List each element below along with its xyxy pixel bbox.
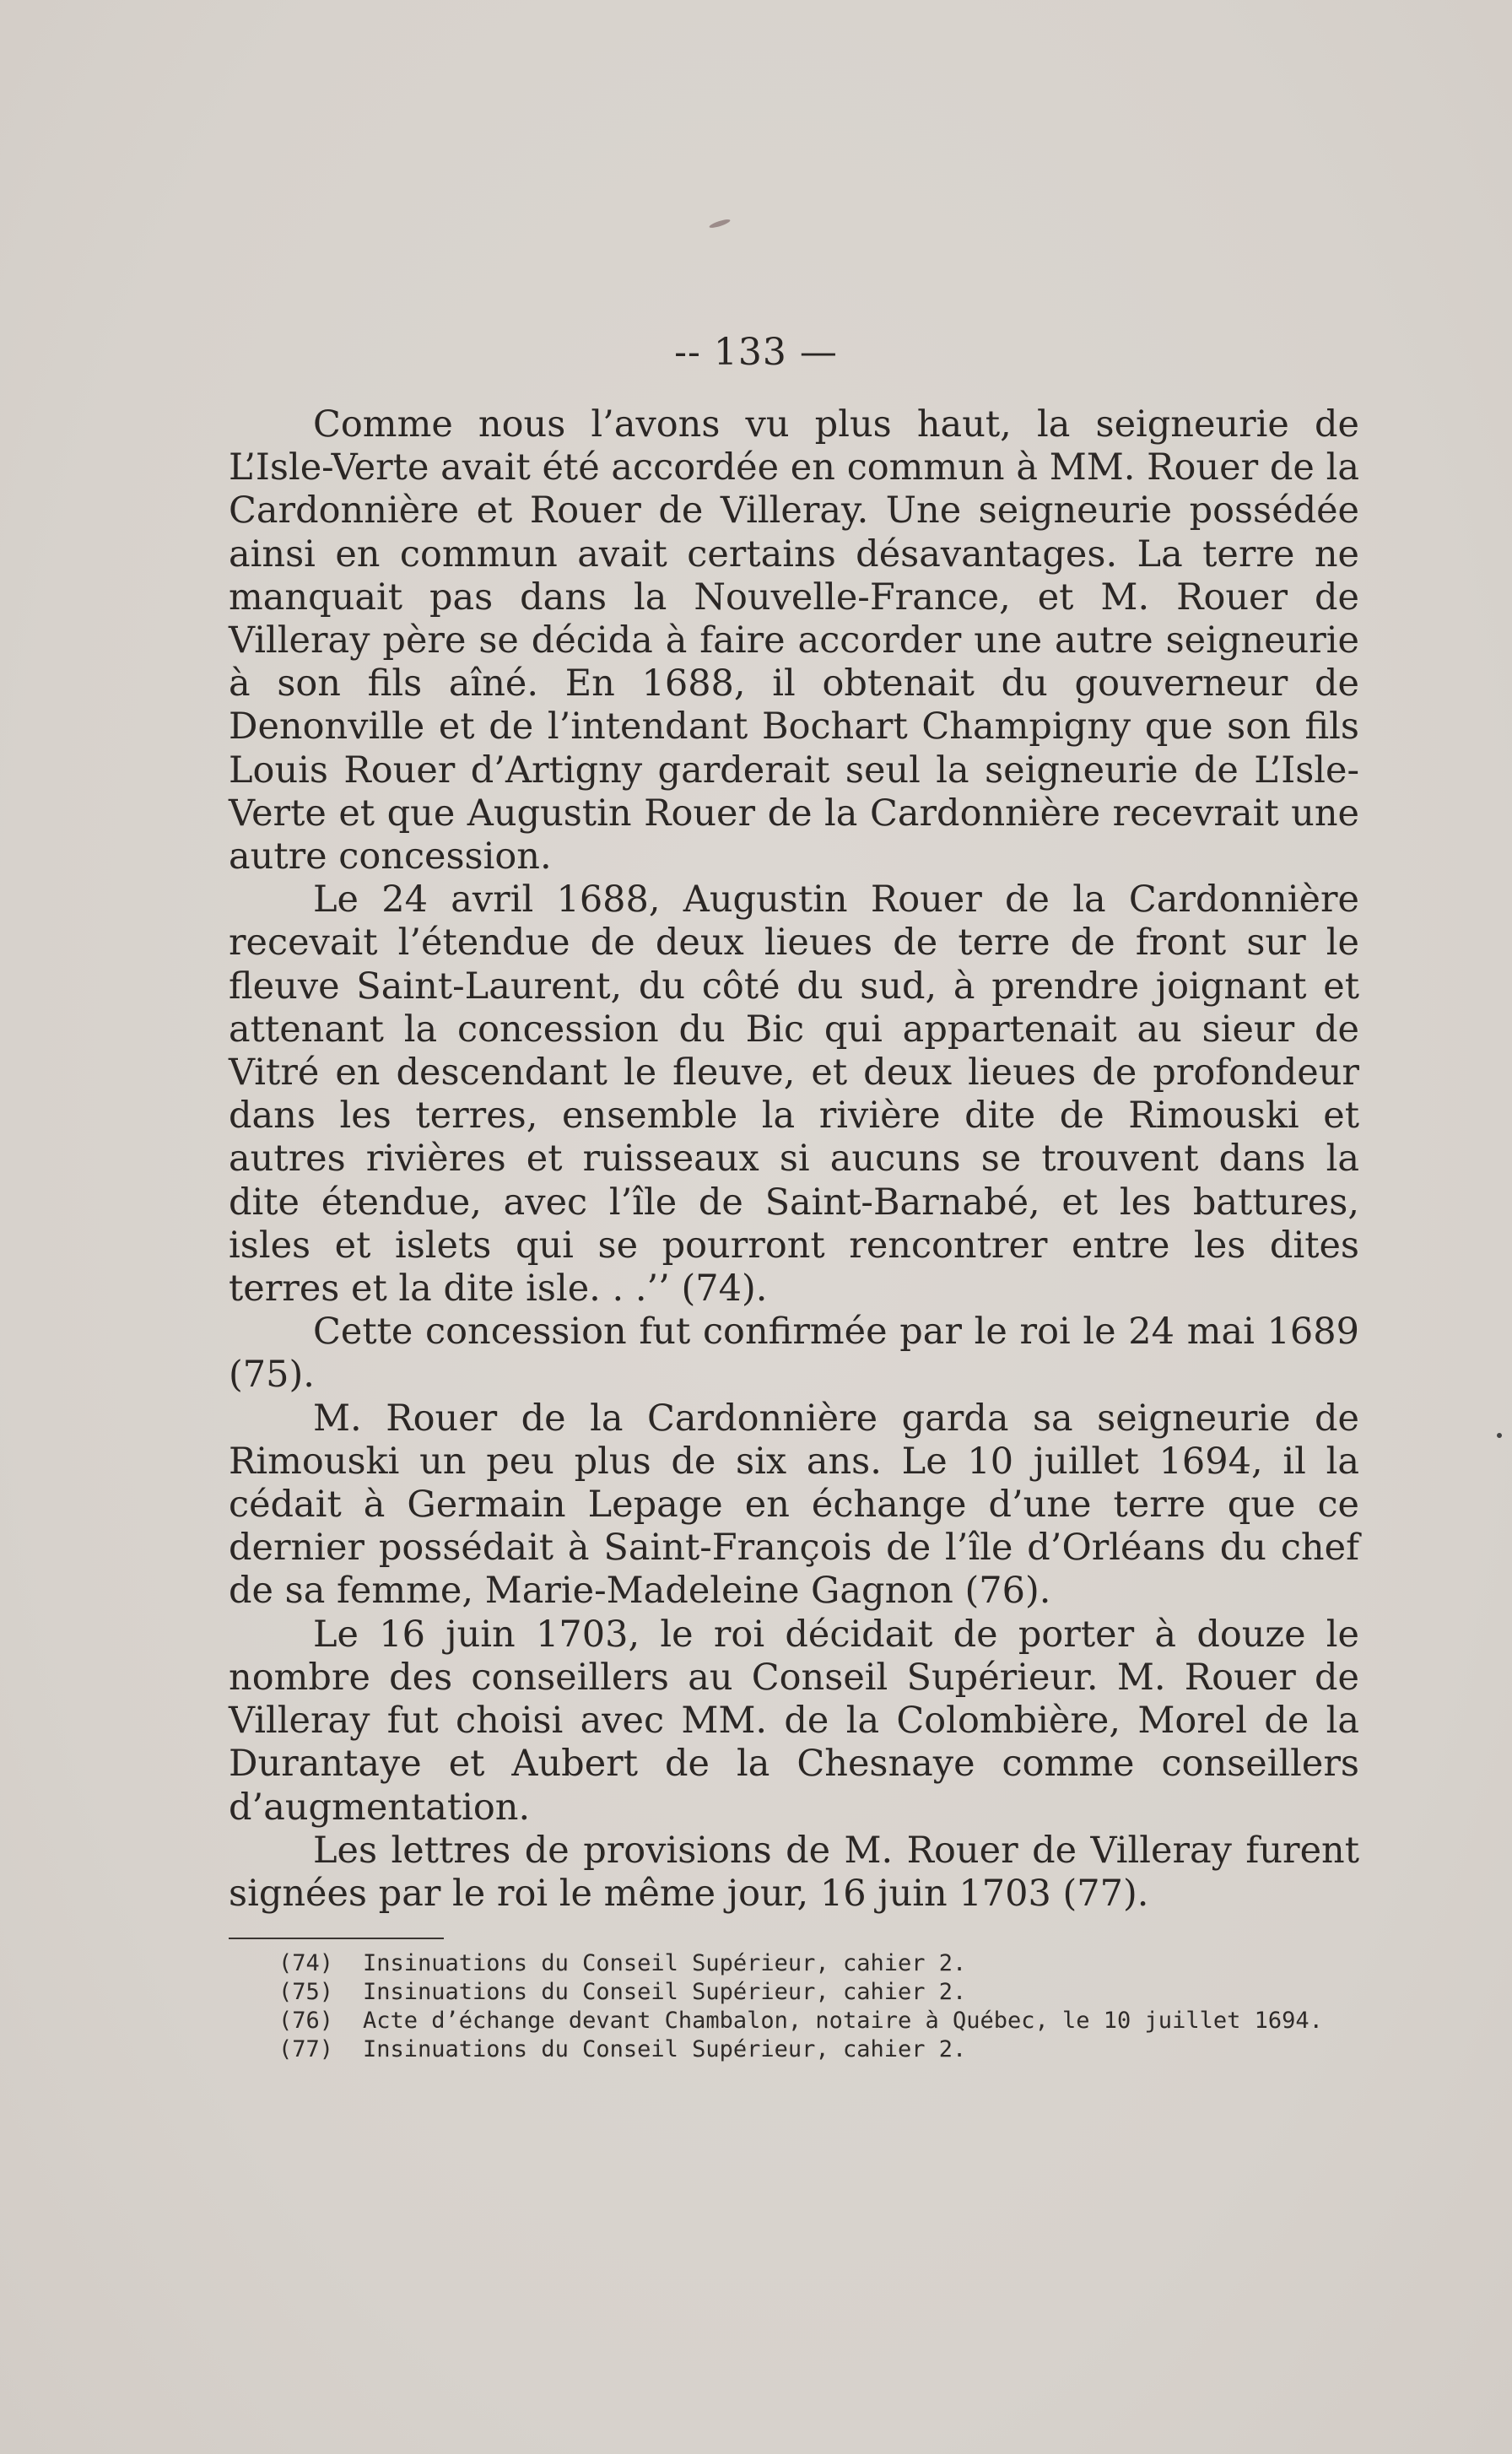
footnote-text: Insinuations du Conseil Supérieur, cahier 2. — [363, 1950, 967, 1976]
paragraph: Cette concession fut confirmée par le roi le 24 mai 1689 (75). — [229, 1311, 1359, 1397]
paper-speck — [709, 218, 732, 230]
paragraph: Le 16 juin 1703, le roi décidait de porter à douze le nombre des conseillers au Conseil Supérieur. M. Rouer de Villeray fut choisi avec MM. de la Colombière, Morel de la Durantaye et Aubert de la Chesnaye comme conseillers d’augmentation. — [229, 1613, 1359, 1829]
footnote-number: (76) — [278, 2008, 334, 2034]
footnote-text: Insinuations du Conseil Supérieur, cahier 2. — [363, 2036, 967, 2062]
footnote-number: (75) — [278, 1979, 334, 2005]
paper-speck — [1497, 1433, 1502, 1438]
footnote — [278, 1978, 1375, 2007]
footnote-text: Insinuations du Conseil Supérieur, cahier 2. — [363, 1979, 967, 2005]
paragraph: M. Rouer de la Cardonnière garda sa seigneurie de Rimouski un peu plus de six ans. Le 10 juillet 1694, il la cédait à Germain Lepage en échange d’une terre que ce dernier possédait à Saint-François de l’île d’Orléans du chef de sa femme, Marie-Madeleine Gagnon (76). — [229, 1397, 1359, 1613]
footnote-number: (74) — [278, 1950, 334, 1976]
footnote — [278, 2007, 1375, 2035]
paragraph: Le 24 avril 1688, Augustin Rouer de la Cardonnière recevait l’étendue de deux lieues de terre de front sur le fleuve Saint-Laurent, du côté du sud, à prendre joignant et attenant la concession du Bic qui appartenait au sieur de Vitré en descendant le fleuve, et deux lieues de profondeur dans les terres, ensemble la rivière dite de Rimouski et autres rivières et ruisseaux si aucuns se trouvent dans la dite étendue, avec l’île de Saint-Barnabé, et les battures, isles et islets qui se pourront rencontrer entre les dites terres et la dite isle. . .’’ (74). — [229, 878, 1359, 1311]
footnote — [278, 1949, 1375, 1978]
footnote-number: (77) — [278, 2036, 334, 2062]
footnote — [278, 2035, 1375, 2064]
body-text — [229, 403, 1359, 1916]
footnotes — [278, 1949, 1375, 2064]
footnote-separator — [229, 1938, 444, 1939]
footnote-text: Acte d’échange devant Chambalon, notaire à Québec, le 10 juillet 1694. — [363, 2008, 1323, 2034]
paragraph: Les lettres de provisions de M. Rouer de Villeray furent signées par le roi le même jour, 16 juin 1703 (77). — [229, 1829, 1359, 1915]
page-number: -- 133 — — [674, 331, 838, 374]
paragraph: Comme nous l’avons vu plus haut, la seigneurie de L’Isle-Verte avait été accordée en commun à MM. Rouer de la Cardonnière et Rouer de Villeray. Une seigneurie possédée ainsi en commun avait certains désavantages. La terre ne manquait pas dans la Nouvelle-France, et M. Rouer de Villeray père se décida à faire accorder une autre seigneurie à son fils aîné. En 1688, il obtenait du gouverneur de Denonville et de l’intendant Bochart Champigny que son fils Louis Rouer d’Artigny garderait seul la seigneurie de L’Isle-Verte et que Augustin Rouer de la Cardonnière recevrait une autre concession. — [229, 403, 1359, 878]
